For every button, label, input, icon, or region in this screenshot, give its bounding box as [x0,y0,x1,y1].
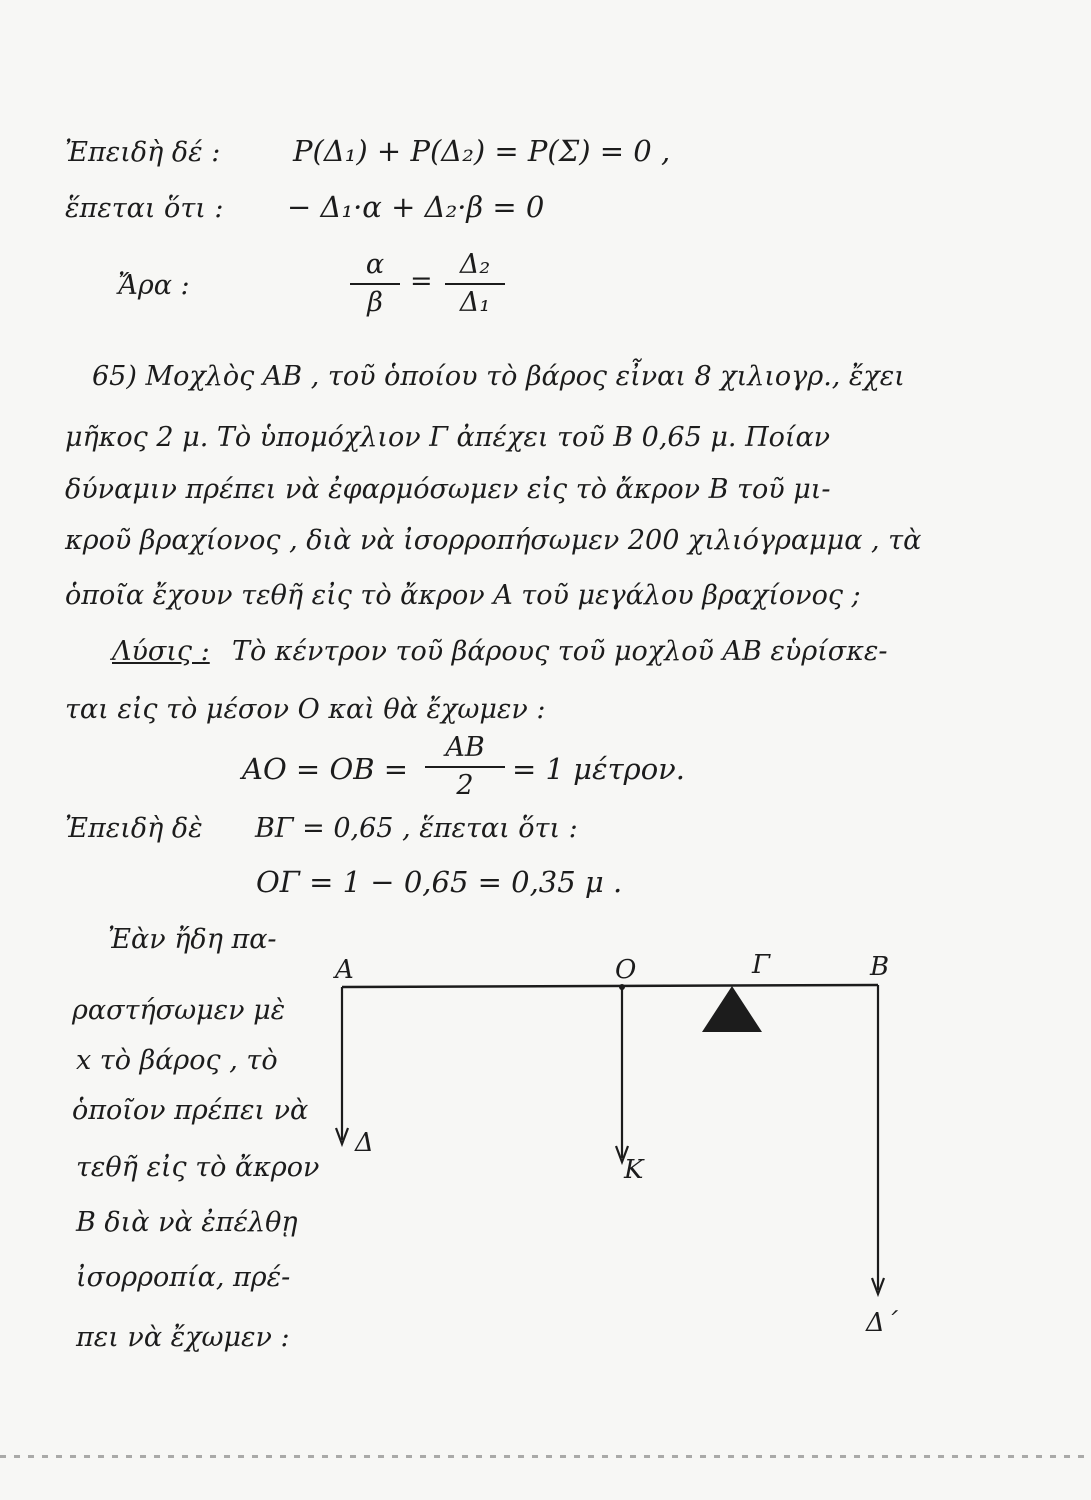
side-text-line-3: x τὸ βάρος , τὸ [76,1045,278,1076]
diagram-label-g: Γ [752,950,771,980]
diagram-label-a: Α [335,955,354,985]
problem-line-5: ὁποῖα ἔχουν τεθῆ εἰς τὸ ἄκρον Α τοῦ μεγάλου βραχίονος ; [65,580,861,611]
fraction-denominator: 2 [456,770,474,801]
side-text-line-5: τεθῆ εἰς τὸ ἄκρον [76,1152,320,1183]
fraction-bar [350,283,400,285]
lever-beam [342,985,878,987]
problem-line-3: δύναμιν πρέπει νὰ ἐφαρμόσωμεν εἰς τὸ ἄκρον Β τοῦ μι- [65,474,831,505]
side-text-line-7: ἰσορροπία, πρέ- [76,1262,291,1293]
scan-edge-noise [0,1455,1091,1458]
side-text-line-6: Β διὰ νὰ ἐπέλθῃ [76,1207,298,1238]
line-3-label: Ἄρα : [118,270,190,301]
side-text-line-4: ὁποῖον πρέπει νὰ [72,1095,309,1126]
fraction-denominator: Δ₁ [459,287,491,318]
line-2-label: ἕπεται ὅτι : [65,193,224,224]
problem-line-2: μῆκος 2 μ. Τὸ ὑπομόχλιον Γ ἀπέχει τοῦ Β 0,65 μ. Ποίαν [65,422,831,453]
equation-ao-ob-right: = 1 μέτρον. [512,752,685,786]
fulcrum-triangle [702,986,762,1032]
solution-line-3-expr: ΒΓ = 0,65 , ἕπεται ὅτι : [255,813,578,844]
fraction-delta [445,250,505,318]
line-2-equation: − Δ₁·α + Δ₂·β = 0 [287,190,545,224]
diagram-label-o: Ο [615,955,637,985]
fraction-numerator: ΑΒ [445,732,485,763]
problem-line-4: κροῦ βραχίονος , διὰ νὰ ἰσορροπήσωμεν 200 χιλιόγραμμα , τὰ [65,525,922,556]
equation-og: ΟΓ = 1 − 0,65 = 0,35 μ . [256,865,623,899]
solution-line-3-label: Ἐπειδὴ δὲ [65,813,203,844]
lever-diagram [300,940,940,1360]
fraction-numerator: α [365,249,385,280]
line-1-equation: P(Δ₁) + P(Δ₂) = P(Σ) = 0 , [293,134,671,168]
diagram-label-delta: Δ [355,1128,374,1158]
problem-line-1: 65) Μοχλὸς ΑΒ , τοῦ ὁποίου τὸ βάρος εἶναι 8 χιλιογρ., ἔχει [92,361,905,392]
fraction-alpha-beta [350,250,400,318]
solution-line-2: ται εἰς τὸ μέσον Ο καὶ θὰ ἔχωμεν : [65,694,546,725]
fraction-bar [445,283,505,285]
side-text-line-8: πει νὰ ἔχωμεν : [76,1322,290,1353]
diagram-label-k: Κ [624,1155,644,1185]
fraction-equals: = [410,266,433,297]
fraction-bar [425,766,505,768]
line-1-label: Ἐπειδὴ δέ : [65,137,221,168]
fraction-ab-over-2 [425,733,505,801]
equation-ao-ob-left: ΑΟ = ΟΒ = [242,752,409,786]
solution-line-1: Τὸ κέντρον τοῦ βάρους τοῦ μοχλοῦ ΑΒ εὑρίσκε- [232,636,888,667]
diagram-label-b: Β [870,952,890,982]
diagram-label-delta-prime: Δ΄ [866,1308,898,1338]
fraction-numerator: Δ₂ [459,249,491,280]
solution-heading: Λύσις : [112,636,210,667]
fraction-denominator: β [367,287,383,318]
side-text-line-2: ραστήσωμεν μὲ [72,995,286,1026]
side-text-line-1: Ἐὰν ἤδη πα- [108,924,277,955]
